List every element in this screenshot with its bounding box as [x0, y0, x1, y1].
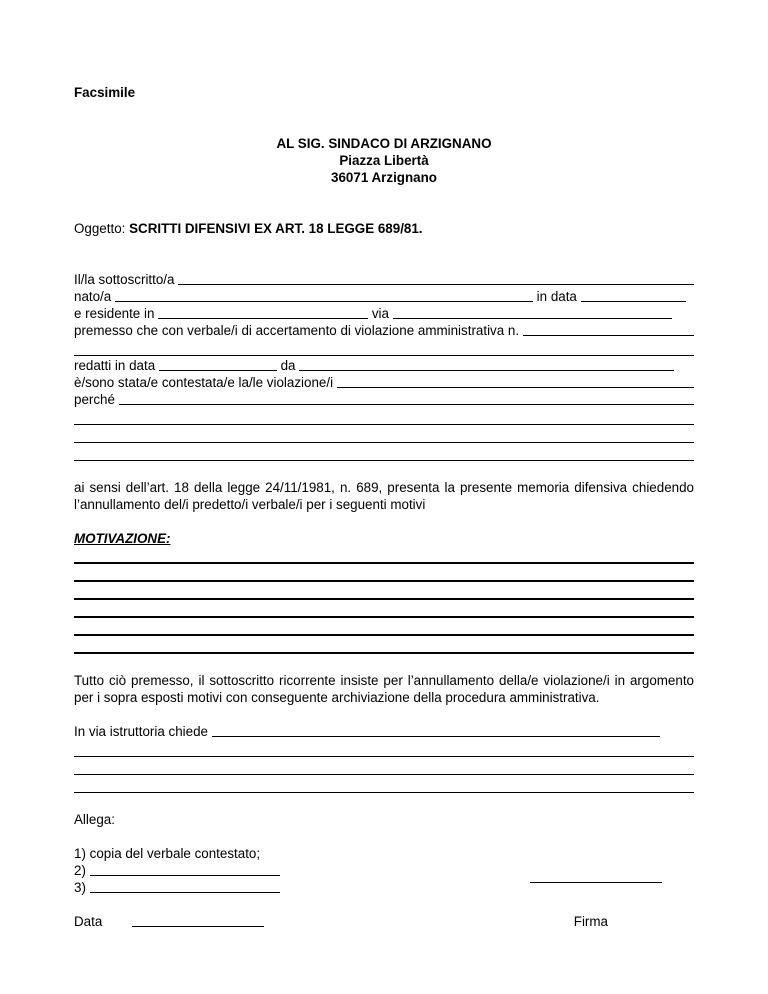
street-blank[interactable]: [393, 305, 672, 319]
street-label: via: [368, 306, 393, 321]
attachment-3-blank[interactable]: [90, 879, 280, 893]
undersigned-blank[interactable]: [178, 271, 694, 285]
attachment-item-1: 1) copia del verbale contestato;: [74, 846, 261, 861]
because-field[interactable]: [74, 391, 694, 408]
drafted-by-blank[interactable]: [299, 357, 674, 371]
premise-label: premesso che con verbale/i di accertamento di violazione amministrativa n.: [74, 323, 523, 338]
because-label: perché: [74, 392, 119, 407]
date-signature-row: [74, 913, 694, 930]
recipient-block: [74, 135, 694, 186]
drafted-date-blank[interactable]: [159, 357, 277, 371]
inquiry-blank-line[interactable]: [74, 758, 694, 775]
born-label: nato/a: [74, 289, 115, 304]
report-number-blank[interactable]: [523, 322, 694, 336]
contested-label: è/sono stata/e contestata/e la/le violazione/i: [74, 375, 337, 390]
contested-blank[interactable]: [337, 374, 694, 388]
attachment-2-blank[interactable]: [90, 862, 280, 876]
contested-field[interactable]: [74, 374, 694, 391]
motivation-heading: MOTIVAZIONE:: [74, 531, 171, 546]
because-blank-line[interactable]: [74, 408, 694, 425]
date-blank[interactable]: [132, 913, 264, 927]
attachments-heading: Allega:: [74, 812, 115, 827]
subject-line: [74, 220, 694, 237]
inquiry-field[interactable]: [74, 723, 694, 740]
because-blank-line[interactable]: [74, 444, 694, 461]
recipient-city: 36071 Arzignano: [331, 170, 437, 185]
report-number-continued-blank[interactable]: [74, 339, 694, 356]
residence-blank[interactable]: [158, 305, 368, 319]
inquiry-blank[interactable]: [212, 723, 660, 737]
undersigned-label: Il/la sottoscritto/a: [74, 272, 179, 287]
inquiry-label: In via istruttoria chiede: [74, 724, 212, 739]
recipient-address: Piazza Libertà: [339, 153, 429, 168]
birthplace-blank[interactable]: [115, 288, 533, 302]
recipient-title: AL SIG. SINDACO DI ARZIGNANO: [276, 136, 492, 151]
motivation-blank-line[interactable]: [74, 547, 694, 564]
inquiry-blank-line[interactable]: [74, 776, 694, 793]
signature-label: Firma: [573, 914, 608, 929]
attachment-3-label: 3): [74, 880, 90, 895]
drafted-field[interactable]: [74, 357, 694, 374]
resident-label: e residente in: [74, 306, 159, 321]
because-blank-line[interactable]: [74, 426, 694, 443]
law-paragraph: ai sensi dell’art. 18 della legge 24/11/1981, n. 689, presenta la presente memoria difensiva chiedendo l’annullamento del/i predetto/i verbale/i per i seguenti motivi: [74, 480, 694, 512]
signature-blank[interactable]: [530, 866, 662, 883]
motivation-blank-line[interactable]: [74, 637, 694, 654]
residence-field[interactable]: [74, 305, 694, 322]
because-blank[interactable]: [119, 391, 694, 405]
drafted-label: redatti in data: [74, 358, 159, 373]
birth-date-label: in data: [532, 289, 581, 304]
subject-label: Oggetto:: [74, 221, 130, 236]
attachment-2-label: 2): [74, 863, 90, 878]
motivation-blank-line[interactable]: [74, 583, 694, 600]
premise-field[interactable]: [74, 322, 694, 339]
motivation-blank-line[interactable]: [74, 601, 694, 618]
conclusion-paragraph: Tutto ciò premesso, il sottoscritto ricorrente insiste per l’annullamento della/e violazione/i in argomento per i sopra esposti motivi con conseguente archiviazione della procedura amministrativa.: [74, 673, 694, 705]
doc-label: Facsimile: [74, 85, 136, 100]
by-label: da: [276, 358, 300, 373]
motivation-blank-line[interactable]: [74, 565, 694, 582]
birth-date-blank[interactable]: [581, 288, 686, 302]
date-label: Data: [74, 914, 103, 929]
undersigned-field[interactable]: [74, 271, 694, 288]
birth-field[interactable]: [74, 288, 694, 305]
inquiry-blank-line[interactable]: [74, 740, 694, 757]
motivation-blank-line[interactable]: [74, 619, 694, 636]
subject-text: SCRITTI DIFENSIVI EX ART. 18 LEGGE 689/81.: [129, 221, 423, 236]
document-page: [74, 84, 694, 930]
